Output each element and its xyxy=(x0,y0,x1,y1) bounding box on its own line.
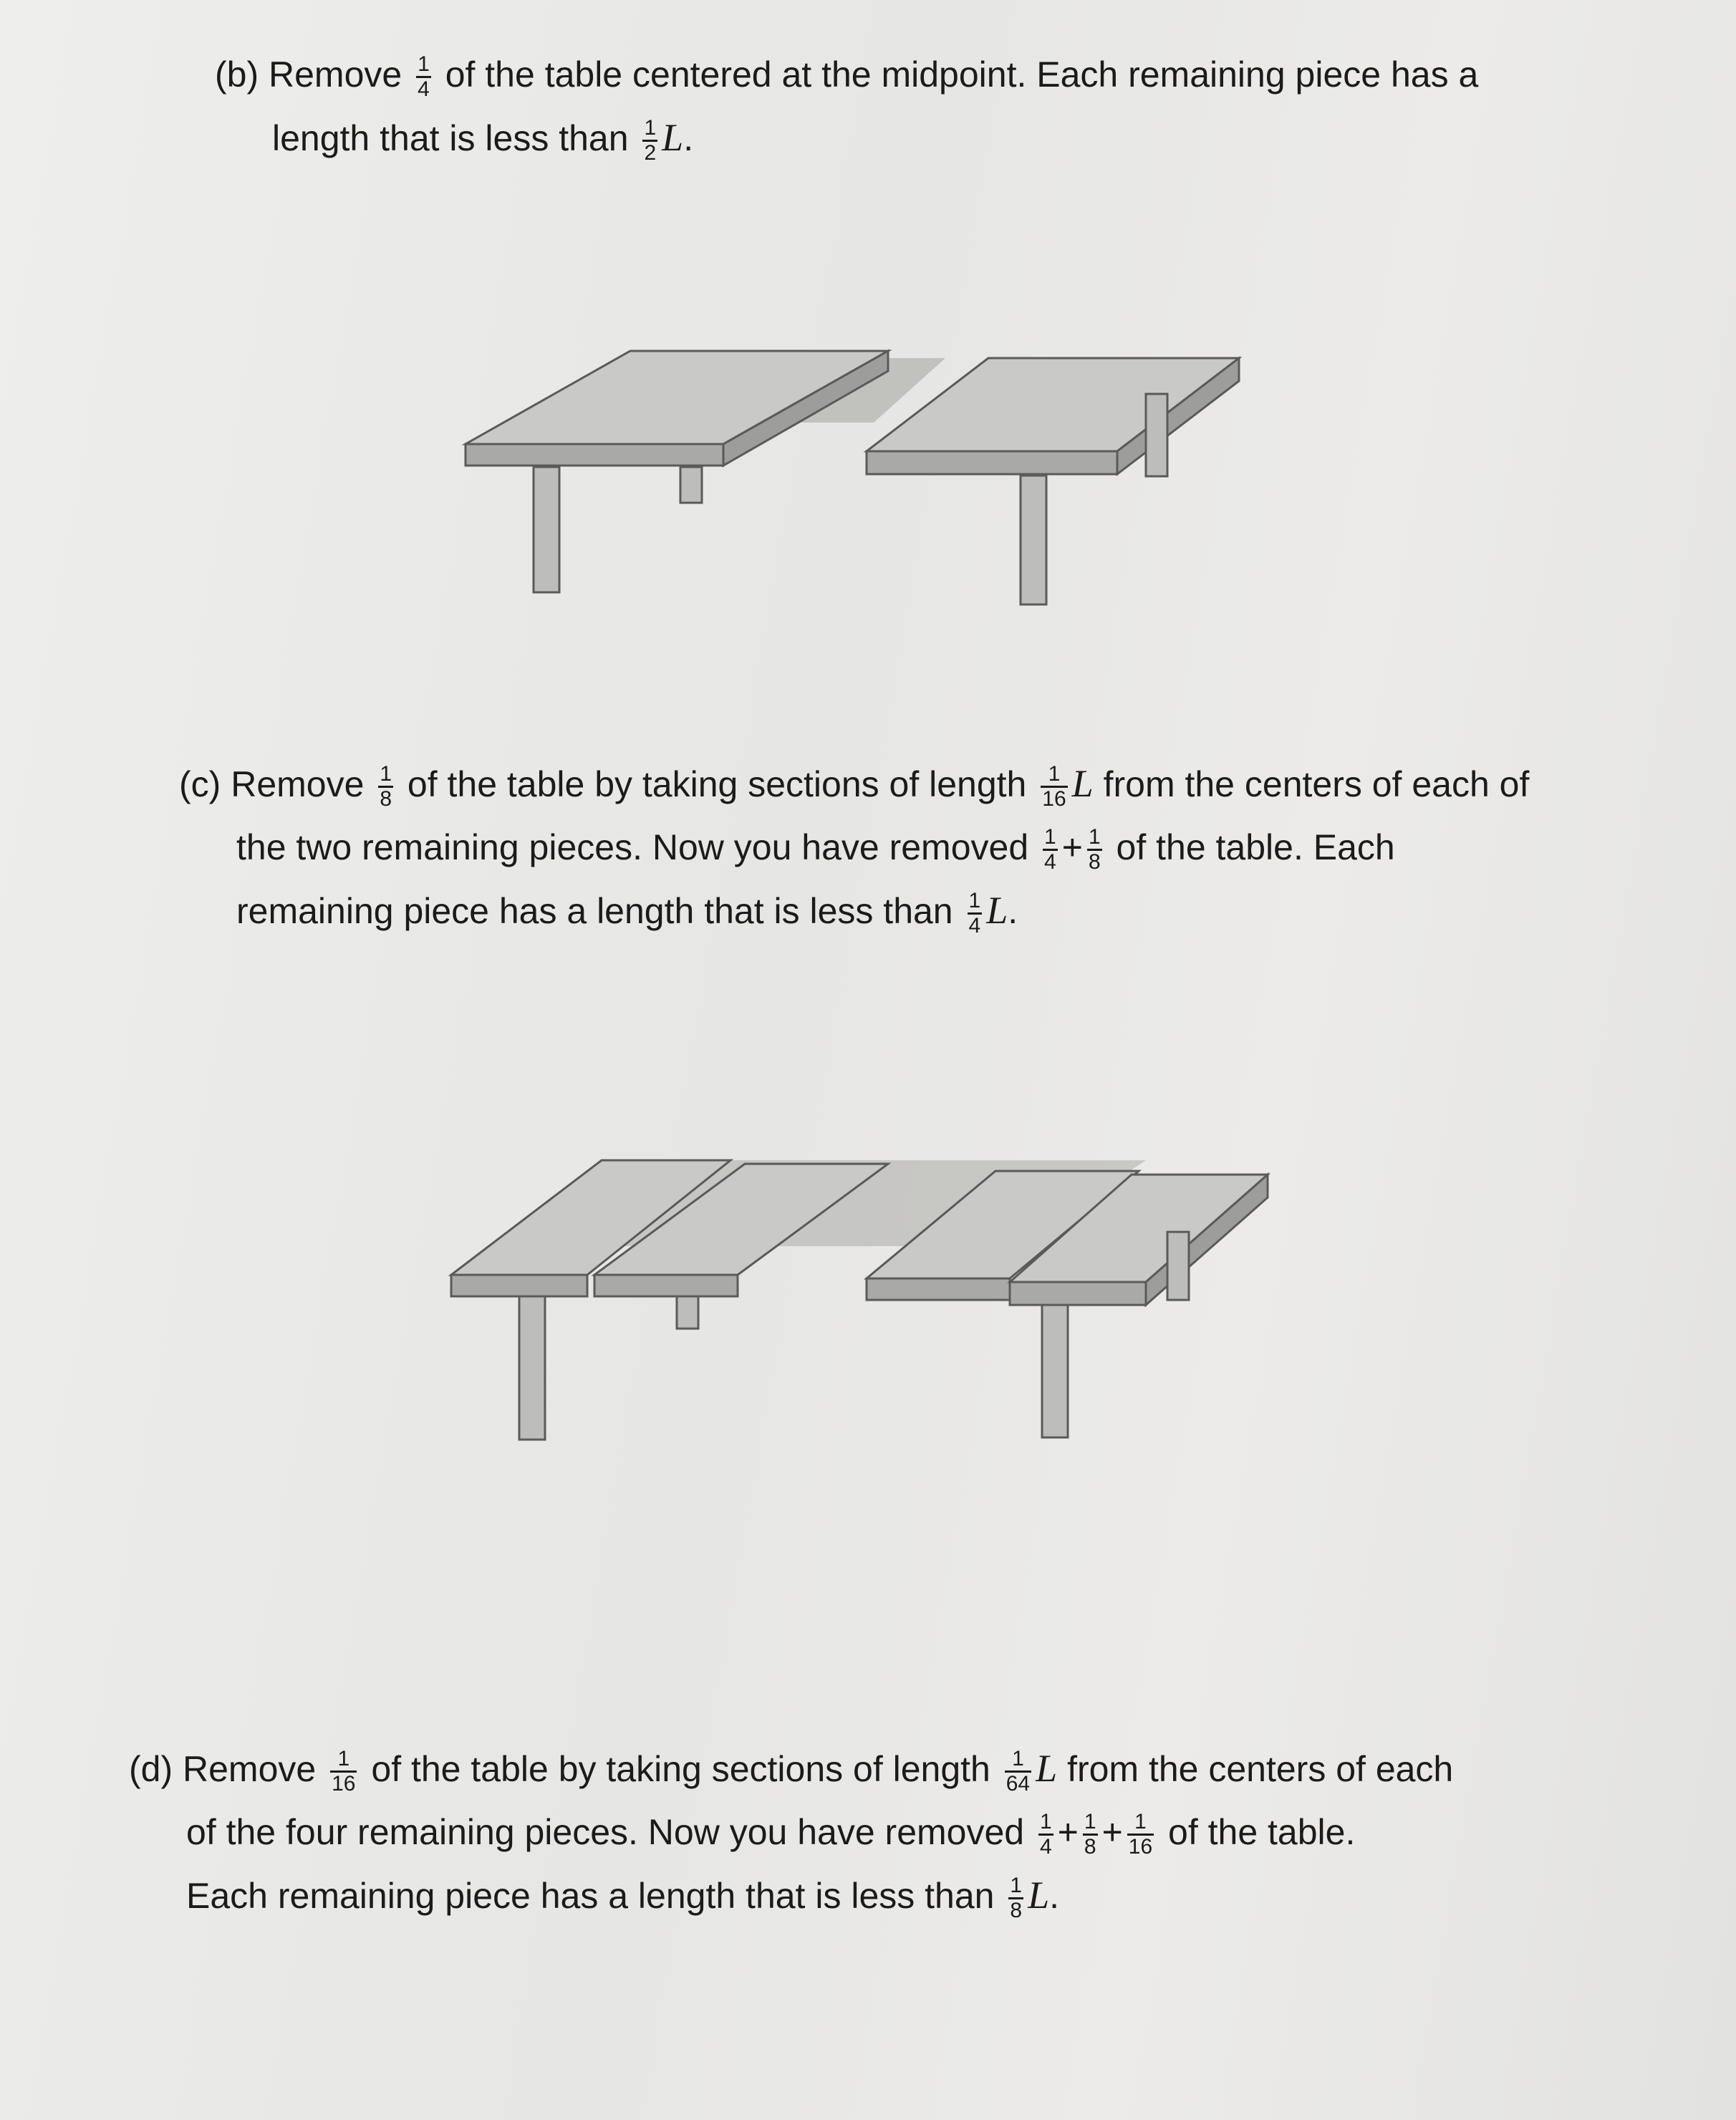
fraction-one-eighth xyxy=(1008,1874,1023,1922)
table-leg xyxy=(534,467,559,592)
fraction-numerator: 1 xyxy=(1127,1811,1154,1836)
left-tabletop-edge xyxy=(466,444,723,466)
fraction-one-half xyxy=(642,117,657,165)
part-b-line-2 xyxy=(215,106,1478,170)
variable-l: L xyxy=(1071,762,1094,805)
text-run: of the table. Each xyxy=(1116,827,1395,867)
text-run: of the table. xyxy=(1168,1812,1356,1852)
text-run: the two remaining pieces. Now you have removed xyxy=(236,827,1029,867)
text-run: Remove xyxy=(183,1749,317,1789)
plus-sign: + xyxy=(1101,1812,1123,1852)
part-b-line-1 xyxy=(215,43,1478,106)
fraction-one-sixteenth xyxy=(1041,763,1067,811)
right-tabletop-edge xyxy=(867,451,1117,474)
fraction-one-sixty-fourth xyxy=(1005,1748,1031,1796)
text-run: Each remaining piece has a length that is less than xyxy=(186,1876,995,1916)
fraction-denominator: 8 xyxy=(1010,1899,1023,1923)
fraction-numerator: 1 xyxy=(416,53,431,78)
fraction-denominator: 8 xyxy=(380,787,392,811)
plus-sign: + xyxy=(1057,1812,1079,1852)
table-figure-b xyxy=(444,315,1289,630)
table-leg xyxy=(1021,476,1046,604)
fraction-numerator: 1 xyxy=(330,1748,357,1773)
tabletop-strip-edge xyxy=(867,1278,1010,1300)
fraction-numerator: 1 xyxy=(1087,826,1102,851)
part-d-line-3 xyxy=(129,1864,1453,1927)
text-run: of the table by taking sections of length xyxy=(407,764,1027,804)
fraction-denominator: 4 xyxy=(1044,850,1056,874)
table-leg xyxy=(677,1296,698,1329)
text-run: Remove xyxy=(231,764,365,804)
period: . xyxy=(1008,891,1018,931)
text-run: length that is less than xyxy=(272,118,629,158)
variable-l: L xyxy=(986,889,1008,932)
table-leg xyxy=(680,467,702,503)
part-c-text xyxy=(179,752,1529,943)
fraction-one-quarter xyxy=(1043,826,1058,874)
part-d-line-2 xyxy=(129,1801,1453,1864)
part-d-line-1 xyxy=(129,1737,1453,1801)
variable-l: L xyxy=(662,116,684,159)
fraction-denominator: 2 xyxy=(644,141,657,165)
text-run: from the centers of each xyxy=(1067,1749,1454,1789)
fraction-one-quarter xyxy=(1038,1811,1053,1859)
part-c-line-3 xyxy=(179,879,1529,943)
fraction-one-eighth xyxy=(1083,1811,1098,1859)
part-b-text xyxy=(215,43,1478,170)
fraction-one-sixteenth xyxy=(330,1748,357,1796)
variable-l: L xyxy=(1028,1874,1050,1917)
table-leg xyxy=(1042,1305,1068,1437)
part-d-text xyxy=(129,1737,1453,1927)
fraction-numerator: 1 xyxy=(1083,1811,1098,1836)
fraction-one-eighth xyxy=(378,763,393,811)
variable-l: L xyxy=(1036,1747,1058,1790)
table-leg xyxy=(1146,394,1167,476)
fraction-numerator: 1 xyxy=(968,890,983,915)
table-leg xyxy=(1167,1232,1189,1300)
text-run: Remove xyxy=(269,54,402,95)
fraction-denominator: 4 xyxy=(968,914,981,938)
part-d-label: (d) xyxy=(129,1749,173,1789)
fraction-numerator: 1 xyxy=(642,117,657,142)
fraction-numerator: 1 xyxy=(1041,763,1067,788)
fraction-numerator: 1 xyxy=(378,763,393,788)
text-run: remaining piece has a length that is less than xyxy=(236,891,953,931)
text-run: of the table centered at the midpoint. Each remaining piece has a xyxy=(445,54,1479,95)
fraction-denominator: 16 xyxy=(1042,787,1066,811)
part-c-line-2 xyxy=(179,816,1529,879)
period: . xyxy=(683,118,694,158)
plus-sign: + xyxy=(1061,827,1083,867)
text-run: of the table by taking sections of length xyxy=(371,1749,990,1789)
text-run: of the four remaining pieces. Now you have removed xyxy=(186,1812,1025,1852)
fraction-denominator: 64 xyxy=(1006,1772,1031,1796)
fraction-denominator: 8 xyxy=(1088,850,1101,874)
table-figure-c xyxy=(430,1132,1318,1468)
fraction-one-quarter xyxy=(968,890,983,938)
tabletop-strip-edge xyxy=(1010,1282,1146,1305)
tabletop-strip-edge xyxy=(451,1275,587,1296)
fraction-numerator: 1 xyxy=(1005,1748,1031,1773)
fraction-denominator: 4 xyxy=(1039,1835,1052,1859)
fraction-numerator: 1 xyxy=(1008,1874,1023,1899)
fraction-denominator: 4 xyxy=(418,77,430,102)
text-run: from the centers of each of xyxy=(1103,764,1530,804)
fraction-numerator: 1 xyxy=(1043,826,1058,851)
table-leg xyxy=(519,1296,545,1440)
fraction-numerator: 1 xyxy=(1038,1811,1053,1836)
fraction-one-quarter xyxy=(416,53,431,101)
fraction-denominator: 16 xyxy=(332,1772,356,1796)
fraction-denominator: 16 xyxy=(1128,1835,1153,1859)
part-c-line-1 xyxy=(179,752,1529,816)
fraction-one-sixteenth xyxy=(1127,1811,1154,1859)
period: . xyxy=(1049,1876,1060,1916)
part-b-label: (b) xyxy=(215,54,259,95)
fraction-one-eighth xyxy=(1087,826,1102,874)
part-c-label: (c) xyxy=(179,764,221,804)
fraction-denominator: 8 xyxy=(1084,1835,1096,1859)
tabletop-strip-edge xyxy=(594,1275,738,1296)
